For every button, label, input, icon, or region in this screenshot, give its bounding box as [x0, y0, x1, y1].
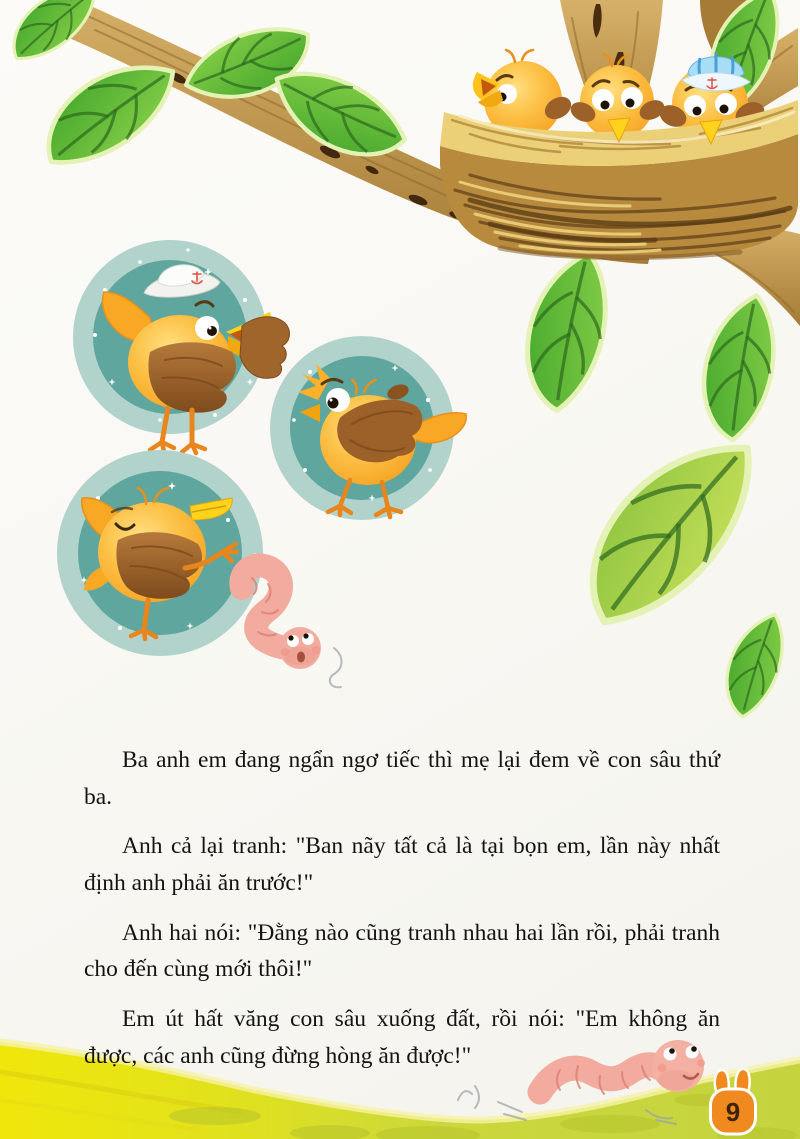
- leaves-top-left: [0, 0, 413, 180]
- leaves-bottom-right: [553, 418, 800, 722]
- falling-worm: [241, 565, 321, 669]
- story-paragraph-1: Ba anh em đang ngẩn ngơ tiếc thì mẹ lại đem về con sâu thứ ba.: [84, 747, 720, 810]
- vignette-circle-2: [270, 336, 466, 520]
- story-paragraph-3: Anh hai nói: "Đằng nào cũng tranh nhau hai lần rồi, phải tranh cho đến cùng mới thôi!": [84, 919, 720, 983]
- motion-squiggle-1: [330, 648, 342, 687]
- story-paragraph-2: Anh cả lại tranh: "Ban nãy tất cả là tại bọn em, lần này nhất định anh phải ăn trước!": [84, 833, 720, 896]
- vignette-circle-3: [57, 450, 263, 656]
- page-number: 9: [725, 1097, 741, 1127]
- story-paragraph-4: Em út hất văng con sâu xuống đất, rồi nói: "Em không ăn được, các anh cũng đừng hòng ăn được!": [84, 1005, 720, 1069]
- story-text: [84, 742, 720, 1087]
- vignette-circle-1: [73, 240, 289, 453]
